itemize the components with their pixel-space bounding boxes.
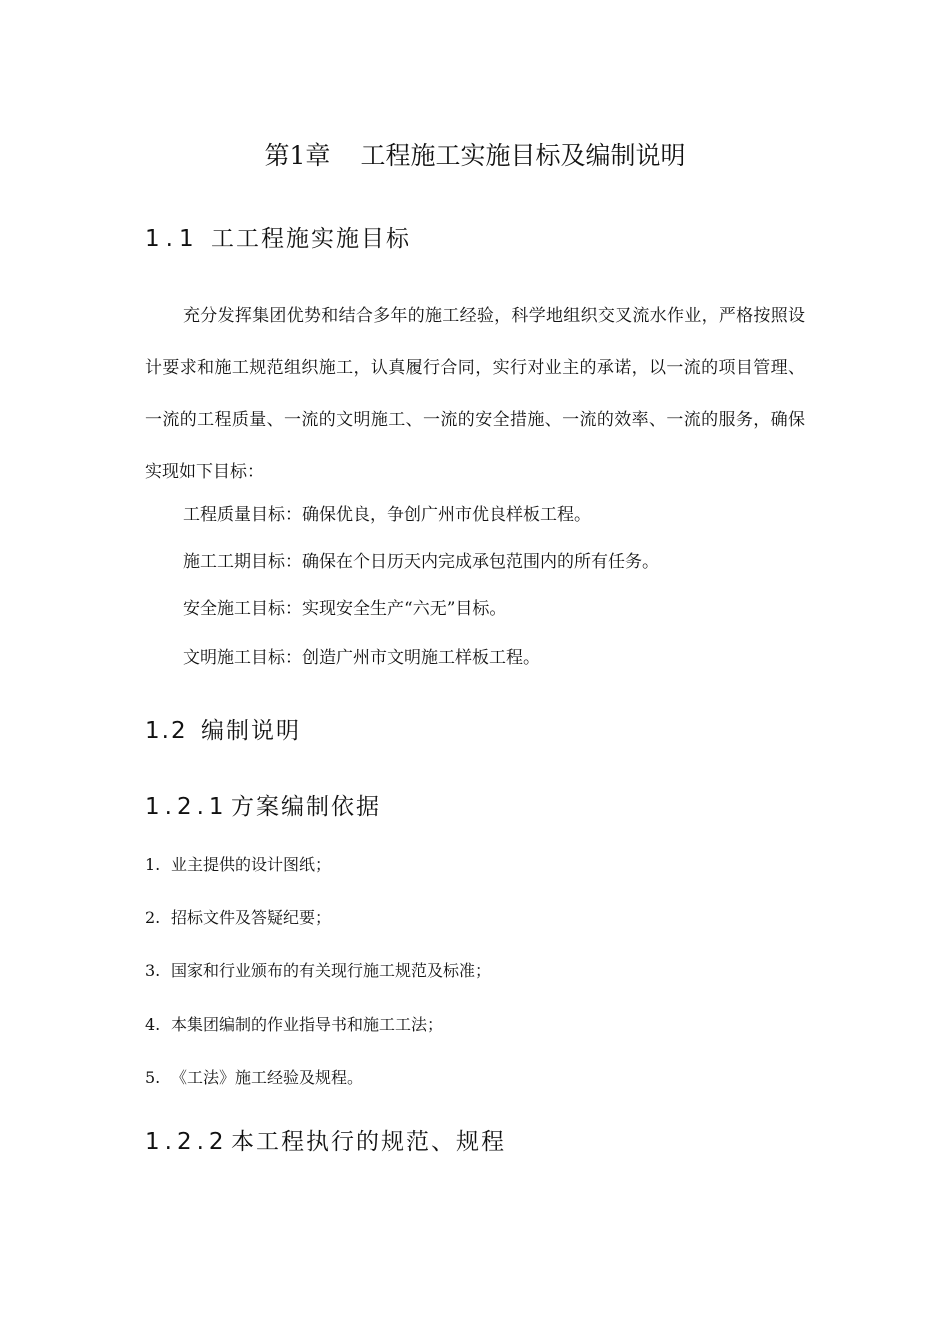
list-item-text: 本集团编制的作业指导书和施工工法； bbox=[171, 1015, 444, 1034]
chapter-title bbox=[0, 138, 950, 174]
intro-paragraph: 充分发挥集团优势和结合多年的施工经验，科学地组织交叉流水作业，严格按照设计要求和施工规范组织施工，认真履行合同，实行对业主的承诺，以一流的项目管理、一流的工程质量、一流的文明施工、一流的安全措施、一流的效率、一流的服务，确保实现如下目标： bbox=[145, 306, 805, 482]
list-item-number: 5. bbox=[145, 1068, 161, 1087]
section-1-2-1-heading bbox=[145, 791, 381, 823]
section-number: 1.2.1 bbox=[145, 794, 229, 820]
chapter-title-text: 工程施工实施目标及编制说明 bbox=[360, 141, 686, 170]
goal-safety: 安全施工目标：实现安全生产“六无”目标。 bbox=[183, 599, 507, 619]
section-1-2-2-heading bbox=[145, 1126, 506, 1158]
list-item bbox=[145, 958, 491, 984]
section-number: 1.2 bbox=[145, 718, 188, 744]
section-1-1-heading bbox=[145, 223, 411, 255]
list-item-text: 业主提供的设计图纸； bbox=[171, 855, 332, 874]
section-title: 工工程施实施目标 bbox=[211, 226, 411, 252]
list-item bbox=[145, 905, 331, 931]
list-item bbox=[145, 1065, 363, 1091]
list-item-number: 2. bbox=[145, 908, 161, 927]
goal-civilized: 文明施工目标：创造广州市文明施工样板工程。 bbox=[183, 648, 540, 668]
list-item-text: 国家和行业颁布的有关现行施工规范及标准； bbox=[171, 961, 492, 980]
list-item-number: 3. bbox=[145, 961, 161, 980]
list-item bbox=[145, 852, 331, 878]
list-item-number: 4. bbox=[145, 1015, 161, 1034]
section-number: 1.2.2 bbox=[145, 1129, 229, 1155]
chapter-number: 第1章 bbox=[264, 141, 331, 170]
list-item bbox=[145, 1012, 443, 1038]
section-number: 1.1 bbox=[145, 226, 200, 252]
list-item-number: 1. bbox=[145, 855, 161, 874]
goal-schedule: 施工工期目标：确保在个日历天内完成承包范围内的所有任务。 bbox=[183, 552, 659, 572]
section-1-2-heading bbox=[145, 715, 301, 747]
section-title: 本工程执行的规范、规程 bbox=[231, 1129, 506, 1155]
goal-quality: 工程质量目标：确保优良，争创广州市优良样板工程。 bbox=[183, 505, 591, 525]
section-title: 方案编制依据 bbox=[231, 794, 381, 820]
list-item-text: 招标文件及答疑纪要； bbox=[171, 908, 332, 927]
section-title: 编制说明 bbox=[201, 718, 301, 744]
list-item-text: 《工法》施工经验及规程。 bbox=[171, 1068, 364, 1087]
